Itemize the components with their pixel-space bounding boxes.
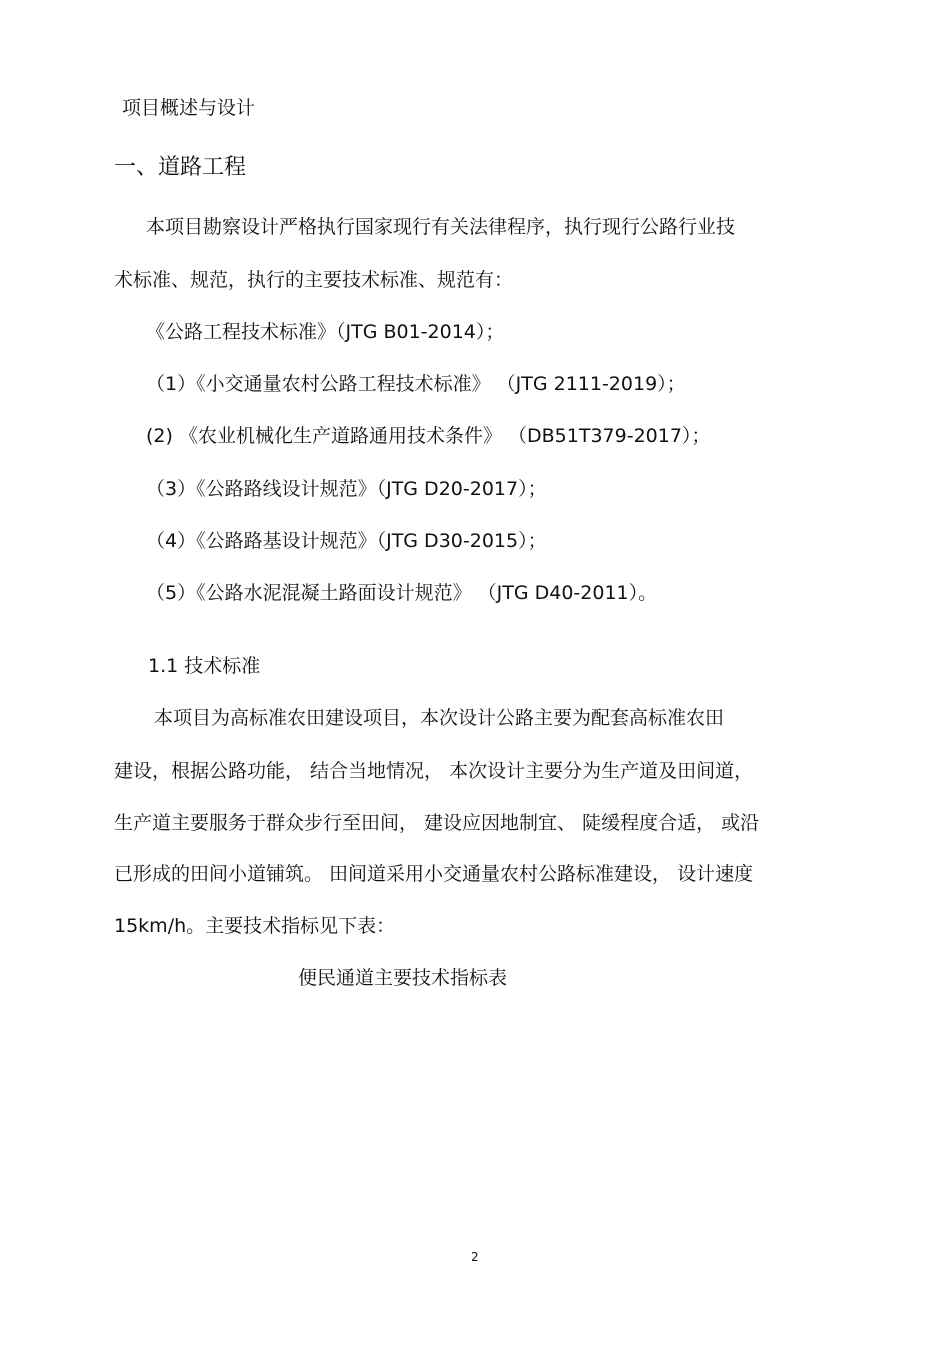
standard-item: 《公路工程技术标准》（JTG B01-2014）；: [146, 321, 505, 343]
intro-line-2: 术标准、规范，执行的主要技术标准、规范有：: [114, 269, 514, 291]
table-caption: 便民通道主要技术指标表: [298, 967, 508, 989]
page-header: 项目概述与设计: [122, 97, 256, 119]
subsection-title: 1.1 技术标准: [148, 655, 261, 677]
standard-item: （1）《小交通量农村公路工程技术标准》 （JTG 2111-2019）；: [146, 373, 686, 395]
body-line: 生产道主要服务于群众步行至田间， 建设应因地制宜、 陡缓程度合适， 或沿: [114, 812, 760, 834]
standard-item: (2) 《农业机械化生产道路通用技术条件》 （DB51T379-2017）；: [146, 425, 711, 447]
body-line: 15km/h。主要技术指标见下表：: [114, 915, 396, 937]
body-line: 已形成的田间小道铺筑。 田间道采用小交通量农村公路标准建设， 设计速度: [114, 863, 754, 885]
intro-line-1: 本项目勘察设计严格执行国家现行有关法律程序，执行现行公路行业技: [146, 216, 736, 238]
body-line: 本项目为高标准农田建设项目，本次设计公路主要为配套高标准农田: [154, 707, 725, 729]
standard-item: （3）《公路路线设计规范》（JTG D20-2017）；: [146, 478, 547, 500]
body-line: 建设，根据公路功能， 结合当地情况， 本次设计主要分为生产道及田间道，: [114, 760, 754, 782]
standard-item: （5）《公路水泥混凝土路面设计规范》 （JTG D40-2011）。: [146, 582, 658, 604]
section-title: 一、道路工程: [114, 155, 247, 180]
standard-item: （4）《公路路基设计规范》（JTG D30-2015）；: [146, 530, 547, 552]
page-number: 2: [471, 1250, 479, 1264]
